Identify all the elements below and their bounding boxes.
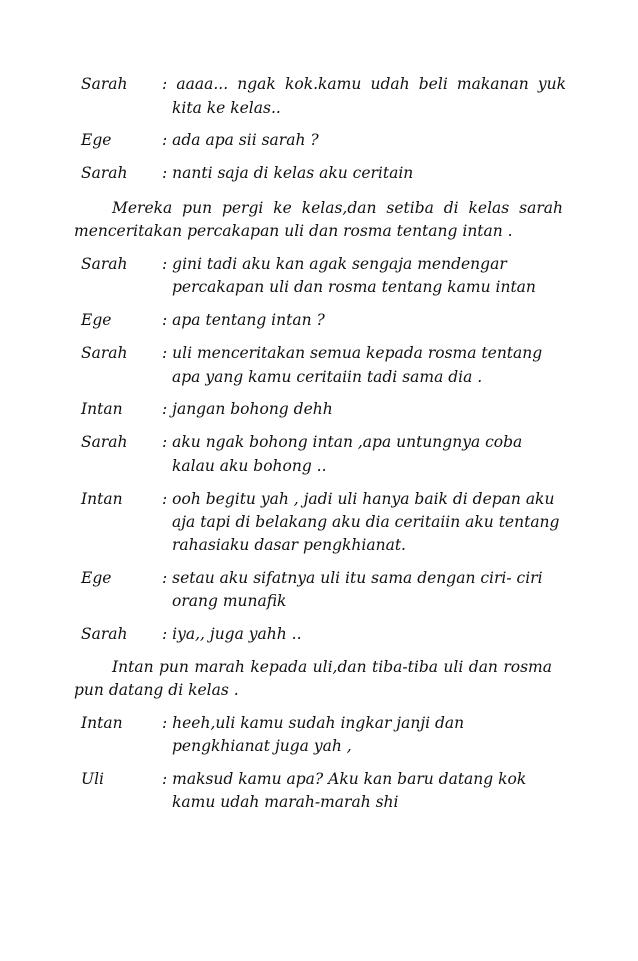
dialogue-line: : nanti saja di kelas aku ceritain (162, 164, 414, 182)
dialogue-line: : ada apa sii sarah ? (162, 131, 319, 149)
dialogue-line: : heeh,uli kamu sudah ingkar janji dan (162, 714, 465, 732)
speaker-name: Ege (81, 131, 112, 149)
dialogue-line: : maksud kamu apa? Aku kan baru datang kok (162, 770, 527, 788)
speaker-name: Sarah (81, 255, 128, 273)
dialogue-line: pengkhianat juga yah , (172, 737, 352, 755)
dialogue-line: apa yang kamu ceritaiin tadi sama dia . (172, 368, 483, 386)
speaker-name: Intan (81, 714, 123, 732)
dialogue-line: orang munafik (172, 592, 287, 610)
narration-line: menceritakan percakapan uli dan rosma tentang intan . (74, 222, 513, 240)
narration-line: pun datang di kelas . (74, 681, 239, 699)
dialogue-line: : aku ngak bohong intan ,apa untungnya coba (162, 433, 523, 451)
speaker-name: Intan (81, 400, 123, 418)
speaker-name: Uli (81, 770, 104, 788)
dialogue-line: : uli menceritakan semua kepada rosma tentang (162, 344, 543, 362)
dialogue-line: : gini tadi aku kan agak sengaja mendengar (162, 255, 507, 273)
speaker-name: Ege (81, 311, 112, 329)
dialogue-line: : iya,, juga yahh .. (162, 625, 302, 643)
dialogue-line: kita ke kelas.. (172, 99, 281, 117)
speaker-name: Intan (81, 490, 123, 508)
narration-line: Intan pun marah kepada uli,dan tiba-tiba uli dan rosma (112, 658, 552, 676)
speaker-name: Sarah (81, 433, 128, 451)
narration-line: Mereka pun pergi ke kelas,dan setiba di kelas sarah (112, 199, 563, 217)
speaker-name: Sarah (81, 344, 128, 362)
speaker-name: Sarah (81, 164, 128, 182)
dialogue-line: : setau aku sifatnya uli itu sama dengan ciri- ciri (162, 569, 543, 587)
dialogue-line: : aaaa... ngak kok.kamu udah beli makanan yuk (162, 75, 566, 93)
dialogue-line: aja tapi di belakang aku dia ceritaiin aku tentang (172, 513, 560, 531)
dialogue-line: kalau aku bohong .. (172, 457, 327, 475)
dialogue-line: rahasiaku dasar pengkhianat. (172, 536, 406, 554)
dialogue-line: percakapan uli dan rosma tentang kamu intan (172, 278, 536, 296)
dialogue-line: kamu udah marah-marah shi (172, 793, 399, 811)
dialogue-line: : jangan bohong dehh (162, 400, 333, 418)
speaker-name: Ege (81, 569, 112, 587)
dialogue-line: : apa tentang intan ? (162, 311, 325, 329)
speaker-name: Sarah (81, 75, 128, 93)
dialogue-line: : ooh begitu yah , jadi uli hanya baik di depan aku (162, 490, 555, 508)
speaker-name: Sarah (81, 625, 128, 643)
